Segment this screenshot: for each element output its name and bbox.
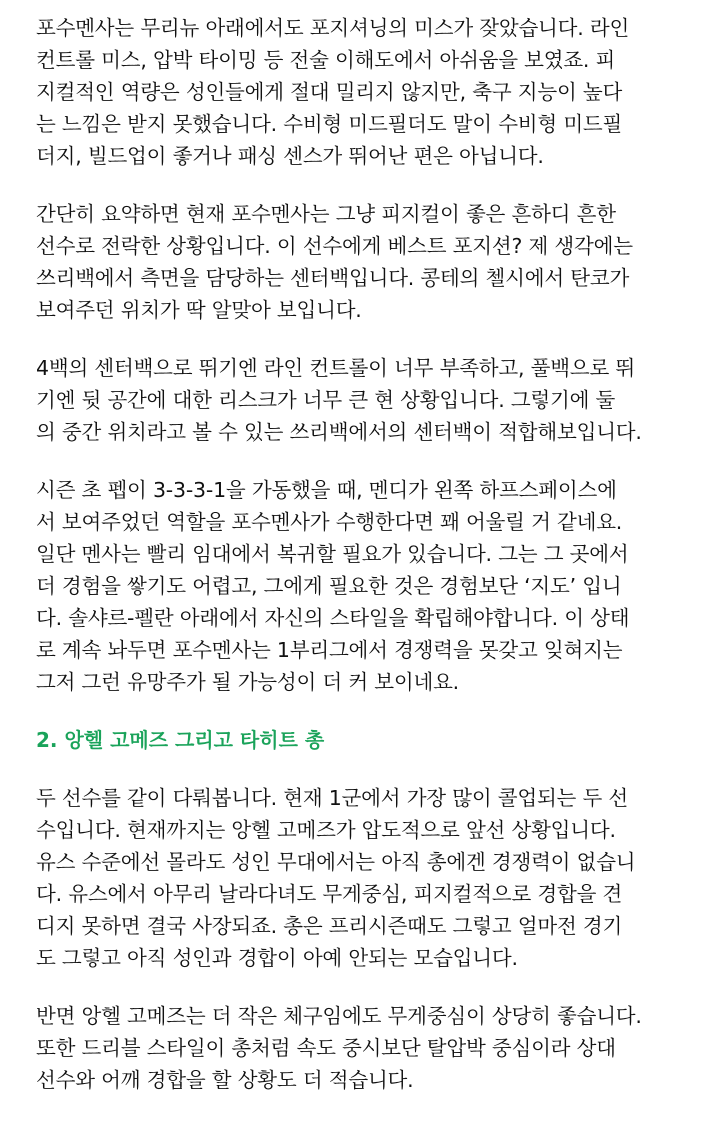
text-line: 시즌 초 펩이 3-3-3-1을 가동했을 때, 멘디가 왼쪽 하프스페이스에 [36,478,617,502]
paragraph-4 [36,474,702,698]
paragraph-6 [36,1000,702,1096]
text-line: 지컬적인 역량은 성인들에게 절대 밀리지 않지만, 축구 지능이 높다 [36,80,623,104]
text-line: 유스 수준에선 몰라도 성인 무대에서는 아직 총에겐 경쟁력이 없습니 [36,850,636,874]
text-line: 일단 멘사는 빨리 임대에서 복귀할 필요가 있습니다. 그는 그 곳에서 [36,542,629,566]
text-line: 포수멘사는 무리뉴 아래에서도 포지셔닝의 미스가 잦았습니다. 라인 [36,16,630,40]
article-body [36,12,702,1122]
text-line: 두 선수를 같이 다뤄봅니다. 현재 1군에서 가장 많이 콜업되는 두 선 [36,786,628,810]
text-line: 더지, 빌드업이 좋거나 패싱 센스가 뛰어난 편은 아닙니다. [36,144,544,168]
text-line: 수입니다. 현재까지는 앙헬 고메즈가 압도적으로 앞선 상황입니다. [36,818,616,842]
paragraph-3 [36,352,702,448]
text-line: 로 계속 놔두면 포수멘사는 1부리그에서 경쟁력을 못갖고 잊혀지는 [36,638,623,662]
text-line: 선수와 어깨 경합을 할 상황도 더 적습니다. [36,1068,414,1092]
text-line: 보여주던 위치가 딱 알맞아 보입니다. [36,298,362,322]
text-line: 간단히 요약하면 현재 포수멘사는 그냥 피지컬이 좋은 흔하디 흔한 [36,202,616,226]
text-line: 선수로 전락한 상황입니다. 이 선수에게 베스트 포지션? 제 생각에는 [36,234,633,258]
text-line: 서 보여주었던 역할을 포수멘사가 수행한다면 꽤 어울릴 거 같네요. [36,510,623,534]
text-line: 반면 앙헬 고메즈는 더 작은 체구임에도 무게중심이 상당히 좋습니다. [36,1004,642,1028]
text-line: 도 그렇고 아직 성인과 경합이 아예 안되는 모습입니다. [36,946,518,970]
paragraph-5 [36,782,702,974]
text-line: 더 경험을 쌓기도 어렵고, 그에게 필요한 것은 경험보단 ‘지도’ 입니 [36,574,622,598]
text-line: 또한 드리블 스타일이 총처럼 속도 중시보단 탈압박 중심이라 상대 [36,1036,616,1060]
text-line: 는 느낌은 받지 못했습니다. 수비형 미드필더도 말이 수비형 미드필 [36,112,623,136]
paragraph-2 [36,198,702,326]
text-line: 그저 그런 유망주가 될 가능성이 더 커 보이네요. [36,670,459,694]
text-line: 컨트롤 미스, 압박 타이밍 등 전술 이해도에서 아쉬움을 보였죠. 피 [36,48,616,72]
section-heading: 2. 앙헬 고메즈 그리고 타히트 총 [36,728,325,752]
text-line: 의 중간 위치라고 볼 수 있는 쓰리백에서의 센터백이 적합해보입니다. [36,420,642,444]
text-line: 다. 유스에서 아무리 날라다녀도 무게중심, 피지컬적으로 경합을 견 [36,882,623,906]
paragraph-1 [36,12,702,172]
text-line: 다. 솔샤르-펠란 아래에서 자신의 스타일을 확립해야합니다. 이 상태 [36,606,630,630]
text-line: 디지 못하면 결국 사장되죠. 총은 프리시즌때도 그렇고 얼마전 경기 [36,914,623,938]
text-line: 기엔 뒷 공간에 대한 리스크가 너무 큰 현 상황입니다. 그렇기에 둘 [36,388,616,412]
text-line: 쓰리백에서 측면을 담당하는 센터백입니다. 콩테의 첼시에서 탄코가 [36,266,630,290]
text-line: 4백의 센터백으로 뛰기엔 라인 컨트롤이 너무 부족하고, 풀백으로 뛰 [36,356,635,380]
